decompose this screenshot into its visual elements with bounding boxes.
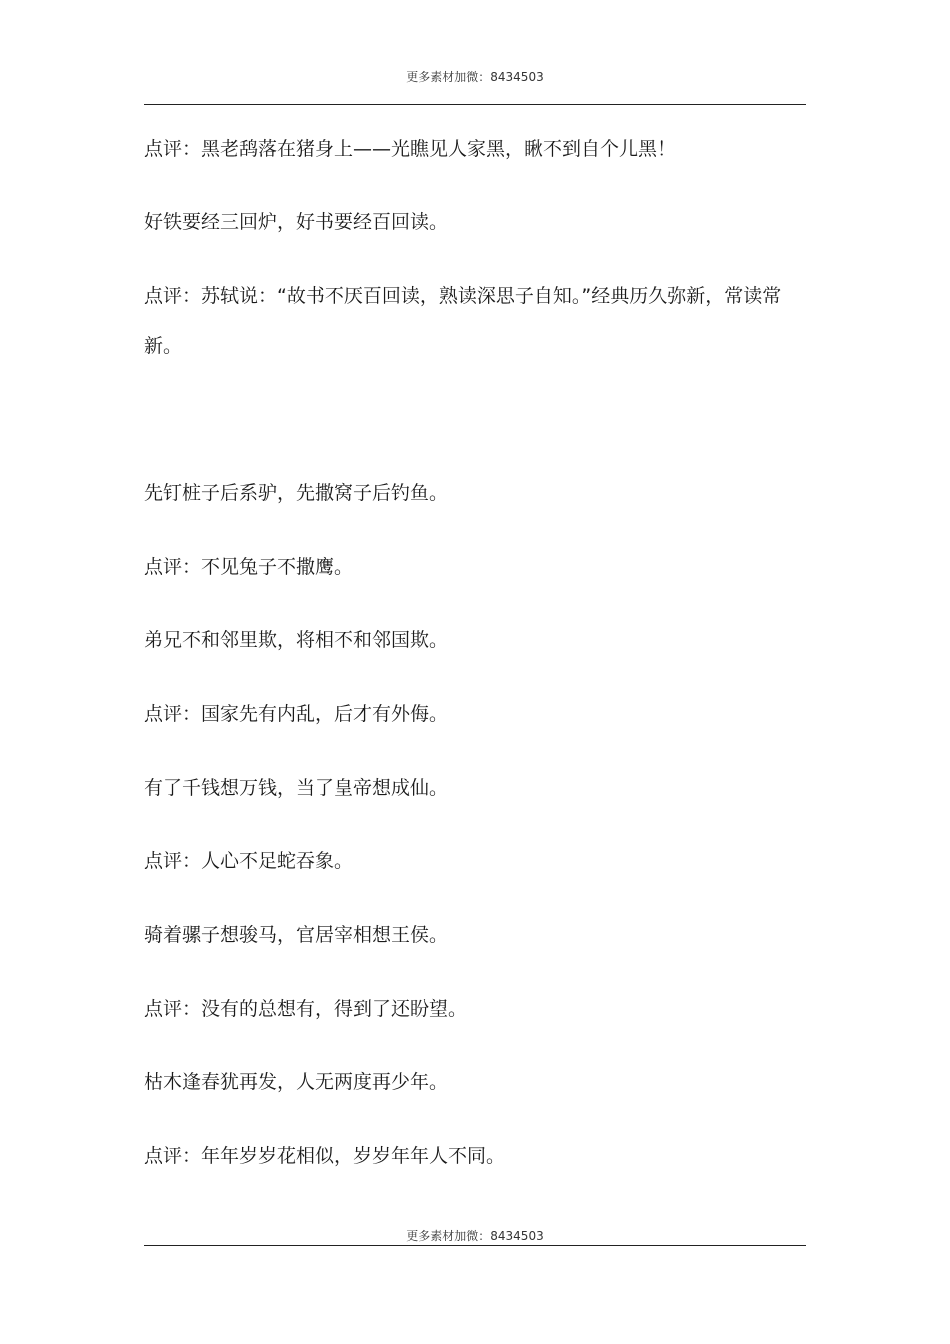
paragraph-11: 点评：没有的总想有，得到了还盼望。	[144, 998, 468, 1020]
paragraph-3: 点评：苏轼说：“故书不厌百回读，熟读深思子自知。”经典历久弥新，常读常新。	[144, 285, 782, 357]
paragraph-1: 点评：黑老鸹落在猪身上——光瞧见人家黑，瞅不到自个儿黑！	[144, 138, 677, 160]
paragraph-8: 有了千钱想万钱，当了皇帝想成仙。	[144, 777, 449, 799]
paragraph-6: 弟兄不和邻里欺，将相不和邻国欺。	[144, 629, 449, 651]
paragraph-10: 骑着骡子想骏马，官居宰相想王侯。	[144, 924, 449, 946]
paragraph-9: 点评：人心不足蛇吞象。	[144, 850, 354, 872]
paragraph-5: 点评：不见兔子不撒鹰。	[144, 556, 354, 578]
paragraph-4: 先钉桩子后系驴，先撒窝子后钓鱼。	[144, 482, 449, 504]
paragraph-13: 点评：年年岁岁花相似，岁岁年年人不同。	[144, 1145, 506, 1167]
footer-divider	[144, 1245, 806, 1246]
page-header: 更多素材加微：8434503	[406, 70, 544, 84]
header-divider	[144, 104, 806, 105]
paragraph-12: 枯木逢春犹再发，人无两度再少年。	[144, 1071, 449, 1093]
paragraph-7: 点评：国家先有内乱，后才有外侮。	[144, 703, 449, 725]
page-footer: 更多素材加微：8434503	[406, 1229, 544, 1243]
paragraph-2: 好铁要经三回炉，好书要经百回读。	[144, 211, 449, 233]
